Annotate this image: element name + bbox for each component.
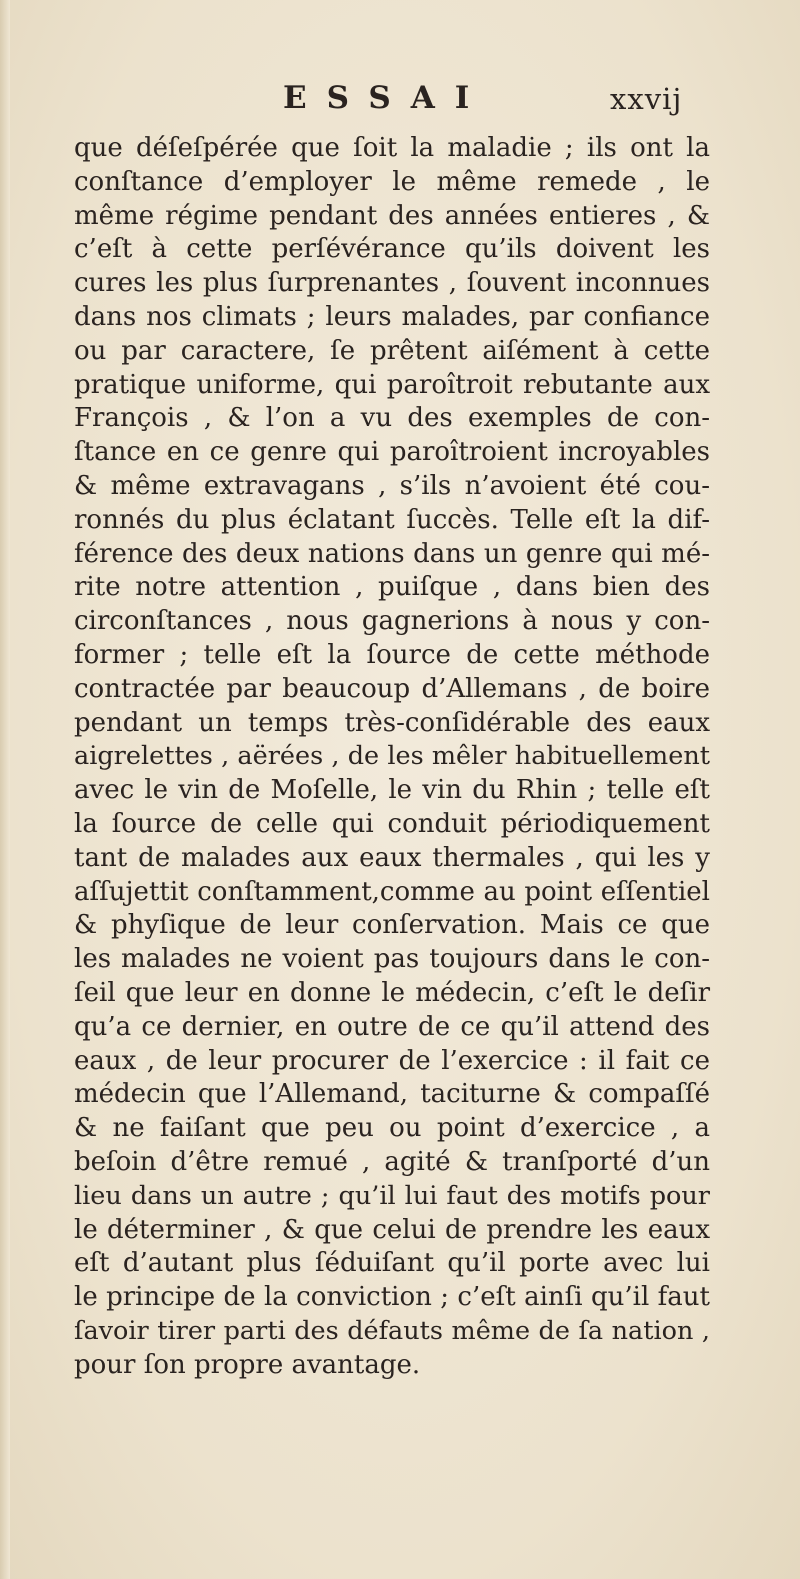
text-line: férence des deux nations dans un genre qui mé- <box>74 538 710 569</box>
page-number: xxvij <box>610 82 683 116</box>
text-line: lieu dans un autre ; qu’il lui faut des motifs pour <box>74 1180 710 1211</box>
page-gutter <box>0 0 10 1579</box>
text-line: médecin que l’Allemand, taciturne & compaſſé <box>74 1079 710 1110</box>
text-line: avec le vin de Moſelle, le vin du Rhin ; telle eſt <box>74 775 710 806</box>
text-line: qu’a ce dernier, en outre de ce qu’il attend des <box>74 1011 710 1042</box>
text-line: circonſtances , nous gagnerions à nous y con- <box>74 606 710 637</box>
text-line: & ne faiſant que peu ou point d’exercice , a <box>74 1113 710 1144</box>
text-line: contractée par beaucoup d’Allemans , de boire <box>74 673 710 704</box>
text-line: le déterminer , & que celui de prendre les eaux <box>74 1214 710 1245</box>
text-line: que déſeſpérée que ſoit la maladie ; ils ont la <box>74 133 710 163</box>
text-line: ou par caractere, ſe prêtent aiſément à cette <box>74 335 710 366</box>
text-line: même régime pendant des années entieres , & <box>74 200 710 231</box>
text-line: c’eſt à cette perſévérance qu’ils doivent les <box>74 234 710 265</box>
text-line: & phyſique de leur conſervation. Mais ce que <box>74 910 710 941</box>
text-line: ſtance en ce genre qui paroîtroient incroyables <box>74 437 710 468</box>
text-line: ronnés du plus éclatant ſuccès. Telle eſt la dif- <box>74 504 710 535</box>
text-line: François , & l’on a vu des exemples de con- <box>74 403 710 434</box>
text-line: pendant un temps très-conſidérable des eaux <box>74 707 710 738</box>
running-title: ESSAI <box>283 80 490 116</box>
text-line: beſoin d’être remué , agité & tranſporté d’un <box>74 1146 710 1177</box>
running-header <box>0 80 800 120</box>
text-line: ſeil que leur en donne le médecin, c’eſt le deſir <box>74 977 710 1008</box>
text-line: aigrelettes , aërées , de les mêler habituellement <box>74 741 710 772</box>
text-line: tant de malades aux eaux thermales , qui les y <box>74 842 710 873</box>
text-line: le principe de la conviction ; c’eſt ainſi qu’il faut <box>74 1282 710 1313</box>
text-line: cures les plus ſurprenantes , ſouvent inconnues <box>74 268 710 299</box>
text-line: dans nos climats ; leurs malades, par confiance <box>74 301 710 332</box>
text-line: aſſujettit conſtamment,comme au point eſſentiel <box>74 876 710 907</box>
text-line-last: pour ſon propre avantage. <box>74 1349 421 1380</box>
text-line: conſtance d’employer le même remede , le <box>74 166 710 197</box>
text-line: former ; telle eſt la ſource de cette méthode <box>74 639 710 670</box>
text-line: rite notre attention , puiſque , dans bien des <box>74 572 710 603</box>
text-line: eſt d’autant plus ſéduiſant qu’il porte avec lui <box>74 1248 710 1279</box>
text-line: la ſource de celle qui conduit périodiquement <box>74 808 710 839</box>
text-line: & même extravagans , s’ils n’avoient été cou- <box>74 470 710 501</box>
text-line: pratique uniforme, qui paroîtroit rebutante aux <box>74 369 710 400</box>
text-line: les malades ne voient pas toujours dans le con- <box>74 944 710 975</box>
text-line: ſavoir tirer parti des défauts même de ſa nation , <box>74 1315 710 1346</box>
body-text <box>74 132 710 1382</box>
text-line: eaux , de leur procurer de l’exercice : il fait ce <box>74 1045 710 1076</box>
